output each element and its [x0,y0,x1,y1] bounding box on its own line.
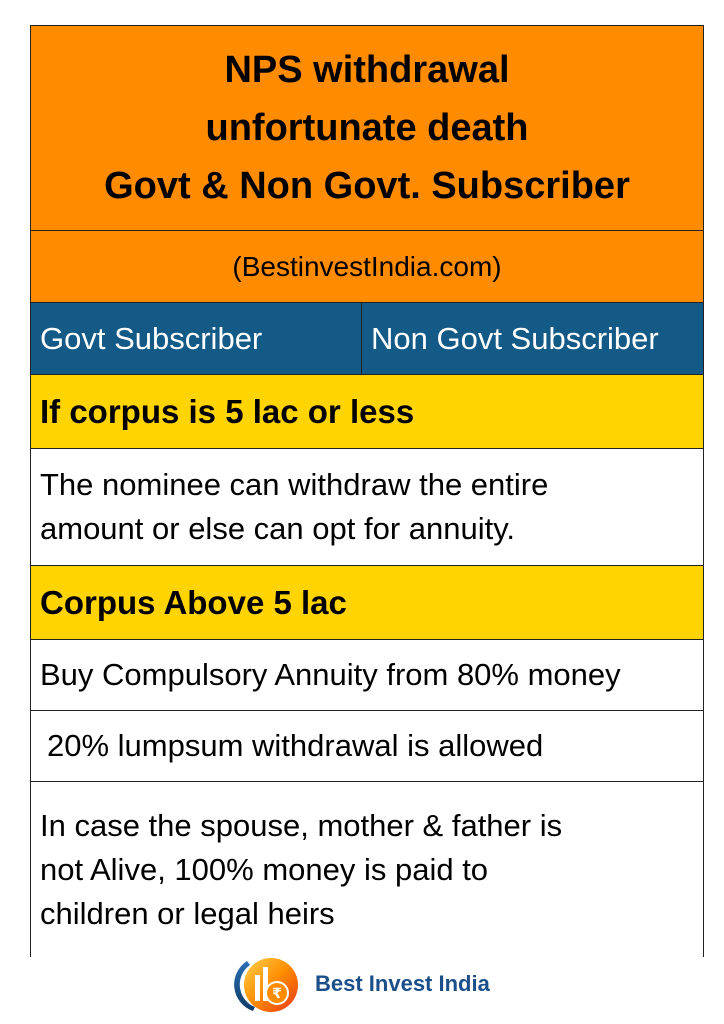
lumpsum-cell: 20% lumpsum withdrawal is allowed [31,711,703,782]
nps-info-table [30,25,704,957]
brand-name: Best Invest India [315,971,490,996]
nominee-line-1: The nominee can withdraw the entire [40,467,549,502]
annuity-cell: Buy Compulsory Annuity from 80% money [31,640,703,711]
rupee-coin-logo-icon [233,949,299,1019]
title-block [31,26,703,231]
subscriber-columns-row [31,303,703,375]
spouse-line-3: children or legal heirs [40,896,335,931]
site-row [31,231,703,303]
corpus-above-heading: Corpus Above 5 lac [31,566,703,640]
nominee-withdraw-cell [31,449,703,566]
spouse-cell [31,782,703,958]
title-line-3: Govt & Non Govt. Subscriber [104,165,630,207]
spouse-line-2: not Alive, 100% money is paid to [40,852,489,887]
nominee-line-2: amount or else can opt for annuity. [40,511,516,546]
title-line-2: unfortunate death [205,107,529,149]
corpus-less-heading: If corpus is 5 lac or less [31,375,703,449]
non-govt-subscriber-header: Non Govt Subscriber [371,320,659,356]
title-line-1: NPS withdrawal [224,49,510,91]
rupee-symbol: ₹ [272,986,282,1002]
govt-subscriber-header: Govt Subscriber [31,303,362,374]
spouse-line-1: In case the spouse, mother & father is [40,808,563,843]
brand-footer [233,949,490,1019]
site-text: (BestinvestIndia.com) [232,250,502,282]
